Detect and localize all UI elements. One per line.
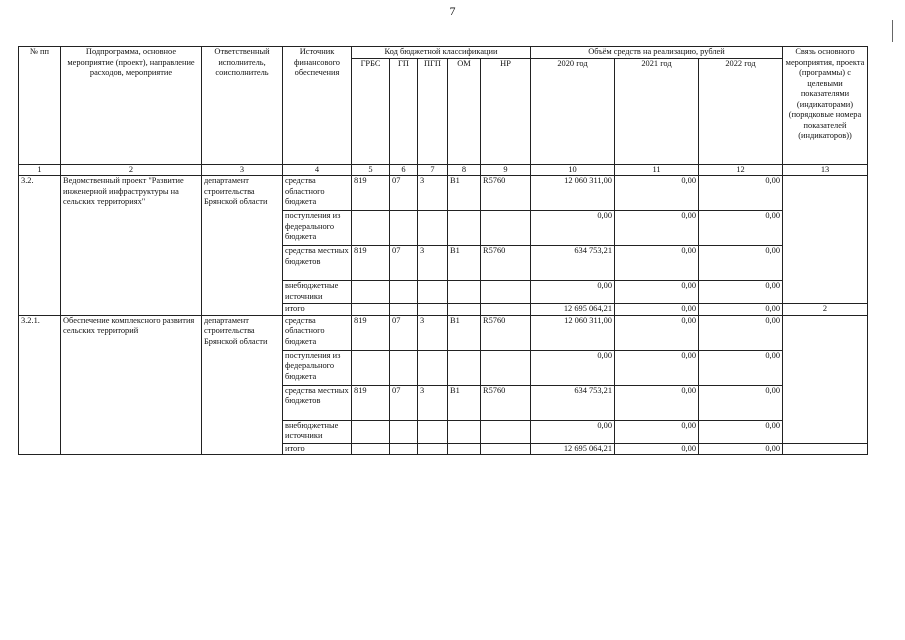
nr-cell [481, 304, 531, 316]
col-header-pgp: ПГП [418, 58, 448, 164]
col-header-om: ОМ [448, 58, 481, 164]
amount-2022: 0,00 [699, 281, 783, 304]
index-row [19, 164, 868, 176]
amount-2022: 0,00 [699, 315, 783, 350]
pgp-cell [418, 304, 448, 316]
col-header-grbs: ГРБС [352, 58, 390, 164]
col-header-2020: 2020 год [531, 58, 615, 164]
budget-table [18, 46, 868, 455]
amount-2022: 0,00 [699, 246, 783, 281]
index-cell: 3 [202, 164, 283, 176]
grbs-cell: 819 [352, 176, 390, 211]
total-2021: 0,00 [615, 443, 699, 455]
grbs-cell [352, 350, 390, 385]
total-label: итого [283, 304, 352, 316]
om-cell: В1 [448, 176, 481, 211]
om-cell [448, 443, 481, 455]
nr-cell: R5760 [481, 385, 531, 420]
gp-cell [390, 420, 418, 443]
amount-2022: 0,00 [699, 420, 783, 443]
col-header-responsible: Ответственный исполнитель, соисполнитель [202, 47, 283, 165]
col-header-kbk: Код бюджетной классификации [352, 47, 531, 59]
index-cell: 12 [699, 164, 783, 176]
amount-2020: 0,00 [531, 211, 615, 246]
pgp-cell [418, 211, 448, 246]
table-row [19, 315, 868, 350]
row-name: Обеспечение комплексного развития сельских территорий [61, 315, 202, 455]
om-cell [448, 420, 481, 443]
col-header-2021: 2021 год [615, 58, 699, 164]
total-2020: 12 695 064,21 [531, 443, 615, 455]
total-label: итого [283, 443, 352, 455]
amount-2021: 0,00 [615, 420, 699, 443]
index-cell: 8 [448, 164, 481, 176]
row-number: 3.2.1. [19, 315, 61, 455]
pgp-cell [418, 281, 448, 304]
index-cell: 1 [19, 164, 61, 176]
amount-2021: 0,00 [615, 385, 699, 420]
gp-cell [390, 211, 418, 246]
om-cell: В1 [448, 246, 481, 281]
source-cell: средства областного бюджета [283, 176, 352, 211]
margin-mark [892, 20, 893, 42]
om-cell: В1 [448, 315, 481, 350]
amount-2020: 0,00 [531, 350, 615, 385]
om-cell [448, 304, 481, 316]
index-cell: 11 [615, 164, 699, 176]
total-2021: 0,00 [615, 304, 699, 316]
col-header-nr: НР [481, 58, 531, 164]
pgp-cell: 3 [418, 246, 448, 281]
gp-cell [390, 350, 418, 385]
gp-cell: 07 [390, 246, 418, 281]
table-row [19, 176, 868, 211]
gp-cell [390, 443, 418, 455]
pgp-cell [418, 443, 448, 455]
gp-cell [390, 304, 418, 316]
index-cell: 13 [783, 164, 868, 176]
index-cell: 6 [390, 164, 418, 176]
amount-2021: 0,00 [615, 350, 699, 385]
source-cell: средства местных бюджетов [283, 246, 352, 281]
nr-cell [481, 443, 531, 455]
nr-cell: R5760 [481, 315, 531, 350]
amount-2021: 0,00 [615, 211, 699, 246]
amount-2022: 0,00 [699, 176, 783, 211]
index-cell: 9 [481, 164, 531, 176]
index-cell: 4 [283, 164, 352, 176]
amount-2021: 0,00 [615, 315, 699, 350]
col-header-volume: Объём средств на реализацию, рублей [531, 47, 783, 59]
total-2020: 12 695 064,21 [531, 304, 615, 316]
om-cell [448, 350, 481, 385]
col-header-source: Источник финансового обеспечения [283, 47, 352, 165]
gp-cell: 07 [390, 385, 418, 420]
amount-2020: 634 753,21 [531, 246, 615, 281]
row-name: Ведомственный проект "Развитие инженерной инфраструктуры на сельских территориях" [61, 176, 202, 316]
grbs-cell [352, 304, 390, 316]
amount-2020: 0,00 [531, 281, 615, 304]
grbs-cell [352, 443, 390, 455]
index-cell: 5 [352, 164, 390, 176]
pgp-cell: 3 [418, 176, 448, 211]
total-2022: 0,00 [699, 443, 783, 455]
source-cell: внебюджетные источники [283, 420, 352, 443]
row-responsible: департамент строительства Брянской области [202, 315, 283, 455]
col-header-num: № пп [19, 47, 61, 165]
source-cell: средства областного бюджета [283, 315, 352, 350]
source-cell: поступления из федерального бюджета [283, 350, 352, 385]
amount-2022: 0,00 [699, 350, 783, 385]
total-2022: 0,00 [699, 304, 783, 316]
nr-cell [481, 350, 531, 385]
grbs-cell [352, 211, 390, 246]
link-cell [783, 315, 868, 443]
gp-cell: 07 [390, 315, 418, 350]
source-cell: средства местных бюджетов [283, 385, 352, 420]
om-cell: В1 [448, 385, 481, 420]
page-number: 7 [449, 4, 456, 18]
amount-2022: 0,00 [699, 211, 783, 246]
nr-cell [481, 420, 531, 443]
pgp-cell [418, 420, 448, 443]
amount-2021: 0,00 [615, 281, 699, 304]
source-cell: внебюджетные источники [283, 281, 352, 304]
amount-2020: 12 060 311,00 [531, 315, 615, 350]
amount-2022: 0,00 [699, 385, 783, 420]
index-cell: 7 [418, 164, 448, 176]
nr-cell [481, 281, 531, 304]
pgp-cell [418, 350, 448, 385]
link-cell [783, 443, 868, 455]
pgp-cell: 3 [418, 315, 448, 350]
link-cell [783, 176, 868, 304]
om-cell [448, 211, 481, 246]
gp-cell: 07 [390, 176, 418, 211]
index-cell: 10 [531, 164, 615, 176]
grbs-cell: 819 [352, 315, 390, 350]
amount-2021: 0,00 [615, 176, 699, 211]
source-cell: поступления из федерального бюджета [283, 211, 352, 246]
nr-cell: R5760 [481, 246, 531, 281]
col-header-name: Подпрограмма, основное мероприятие (проект), направление расходов, мероприятие [61, 47, 202, 165]
om-cell [448, 281, 481, 304]
amount-2020: 0,00 [531, 420, 615, 443]
nr-cell [481, 211, 531, 246]
grbs-cell [352, 281, 390, 304]
col-header-2022: 2022 год [699, 58, 783, 164]
nr-cell: R5760 [481, 176, 531, 211]
row-responsible: департамент строительства Брянской области [202, 176, 283, 316]
link-cell: 2 [783, 304, 868, 316]
amount-2021: 0,00 [615, 246, 699, 281]
row-number: 3.2. [19, 176, 61, 316]
gp-cell [390, 281, 418, 304]
index-cell: 2 [61, 164, 202, 176]
col-header-gp: ГП [390, 58, 418, 164]
pgp-cell: 3 [418, 385, 448, 420]
grbs-cell: 819 [352, 385, 390, 420]
grbs-cell: 819 [352, 246, 390, 281]
col-header-link: Связь основного мероприятия, проекта (программы) с целевыми показателями (индикаторами) (порядковые номера показателей (индикаторов)) [783, 47, 868, 165]
amount-2020: 634 753,21 [531, 385, 615, 420]
amount-2020: 12 060 311,00 [531, 176, 615, 211]
grbs-cell [352, 420, 390, 443]
